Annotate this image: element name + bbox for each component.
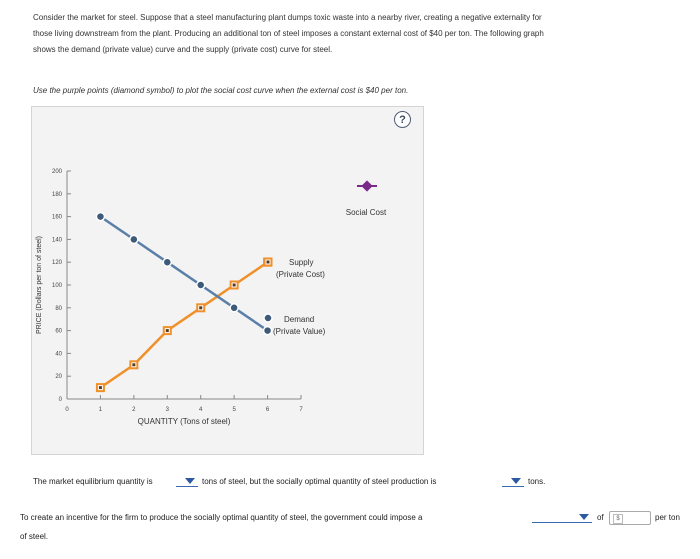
supply-point-core [99, 386, 102, 389]
policy-type-dropdown[interactable] [532, 512, 592, 523]
x-tick-label: 4 [199, 407, 203, 413]
chevron-down-icon [579, 514, 589, 520]
question-1-middle: tons of steel, but the socially optimal quantity of steel production is [202, 477, 437, 486]
supply-point-core [233, 284, 236, 287]
supply-label-line1: Supply [289, 258, 314, 267]
question-2-suffix: per ton [655, 513, 680, 522]
intro-line-2: those living downstream from the plant. Producing an additional ton of steel imposes a constant external cost of $40 per ton. The following graph [33, 29, 544, 38]
chevron-down-icon [511, 478, 521, 484]
x-tick-label: 7 [299, 407, 303, 413]
social-cost-label: Social Cost [345, 208, 387, 217]
demand-point[interactable] [264, 327, 272, 335]
y-axis-label: PRICE (Dollars per ton of steel) [36, 235, 43, 335]
chevron-down-icon [185, 478, 195, 484]
question-1-suffix: tons. [528, 477, 546, 486]
policy-amount-input[interactable] [609, 511, 651, 525]
y-tick-label: 20 [55, 374, 62, 381]
x-tick-label: 1 [98, 407, 103, 413]
supply-point-core [132, 363, 135, 366]
demand-point[interactable] [96, 213, 104, 221]
social-cost-diamond-icon[interactable] [361, 180, 372, 191]
help-icon[interactable]: ? [394, 111, 411, 128]
supply-point-core [199, 306, 202, 309]
y-tick-label: 0 [58, 397, 62, 403]
intro-line-1: Consider the market for steel. Suppose that a steel manufacturing plant dumps toxic waste into a nearby river, creating a negative externality for [33, 13, 542, 22]
question-1-prefix: The market equilibrium quantity is [33, 477, 153, 486]
socially-optimal-dropdown[interactable] [502, 476, 524, 487]
y-tick-label: 80 [55, 305, 62, 312]
x-tick-label: 2 [132, 407, 136, 413]
supply-legend-icon-core [267, 261, 270, 264]
demand-point[interactable] [197, 281, 205, 289]
x-tick-label: 5 [232, 407, 236, 413]
x-tick-label: 3 [165, 407, 169, 413]
y-tick-label: 100 [51, 283, 62, 289]
x-tick-label: 6 [265, 407, 270, 413]
supply-label-line2: (Private Cost) [276, 270, 325, 279]
question-2-prefix: To create an incentive for the firm to produce the socially optimal quantity of steel, the government could impose a [20, 513, 423, 522]
demand-point[interactable] [163, 258, 171, 266]
social-cost-legend[interactable] [346, 180, 387, 217]
y-tick-label: 160 [51, 214, 62, 221]
demand-legend-icon [264, 314, 272, 322]
y-tick-label: 200 [51, 169, 62, 175]
y-tick-label: 60 [55, 328, 62, 335]
y-tick-label: 40 [55, 351, 62, 358]
y-tick-label: 180 [51, 191, 62, 198]
supply-curve [100, 262, 267, 387]
demand-point[interactable] [130, 235, 138, 243]
demand-label-line2: (Private Value) [273, 327, 326, 336]
axes [52, 169, 303, 413]
demand-point[interactable] [230, 304, 238, 312]
demand-label-line1: Demand [284, 315, 315, 324]
intro-line-3: shows the demand (private value) curve and the supply (private cost) curve for steel. [33, 45, 333, 54]
y-tick-label: 120 [51, 260, 62, 267]
x-axis-label: QUANTITY (Tons of steel) [137, 417, 231, 426]
currency-prefix: $ [613, 514, 623, 524]
supply-point-core [166, 329, 169, 332]
x-tick-label: 0 [65, 407, 69, 413]
y-tick-label: 140 [51, 237, 62, 244]
market-equilibrium-dropdown[interactable] [176, 476, 198, 487]
question-2-line2: of steel. [20, 532, 49, 541]
question-2-of: of [597, 513, 604, 522]
series-layer [96, 213, 271, 392]
plot-instruction: Use the purple points (diamond symbol) to plot the social cost curve when the external cost is $40 per ton. [33, 86, 409, 95]
demand-curve [100, 217, 267, 331]
